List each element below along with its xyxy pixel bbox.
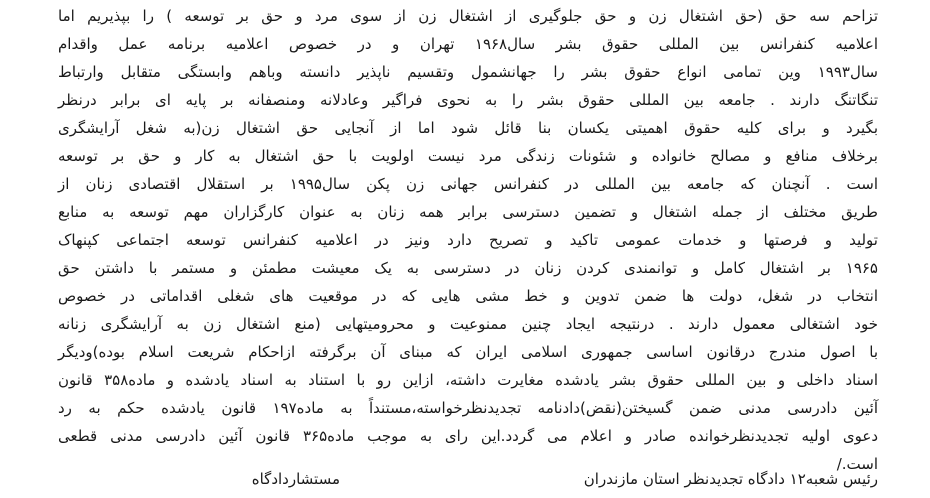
text-line-6: برخلاف منافع و مصالح خانواده و شئونات زندگی مرد نیست اولویت با حق اشتغال به کار و حق بر توسعه: [58, 147, 878, 165]
text-line-3: سال۱۹۹۳ وین تمامی انواع حقوق بشر را جهانشمول وتقسیم ناپذیر دانسته وباهم وابستگی متقابل وارتباط: [58, 63, 878, 81]
text-line-8: طریق مختلف از جمله اشتغال و تضمین دسترسی برابر همه زنان به عنوان کارگزاران مهم توسعه به منابع: [58, 203, 878, 221]
text-line-5: بگیرد و برای کلیه حقوق اهمیتی یکسان بنا قائل شود اما از آنجایی حق اشتغال زن(به شغل آرایشگری: [58, 119, 878, 137]
text-line-10: ۱۹۶۵ بر اشتغال کامل و توانمندی کردن زنان در دسترسی به یک معیشت مطمئن و مستمر با داشتن حق: [58, 259, 878, 277]
text-line-14: اسناد داخلی و بین المللی حقوق بشر یادشده مغایرت داشته، ازاین رو با استناد به اسناد یادشده و ماده۳۵۸ قانون: [58, 371, 878, 389]
signature-head-of-branch: رئیس شعبه۱۲ دادگاه تجدیدنظر استان مازندران: [583, 470, 878, 488]
text-line-17: است./: [836, 455, 878, 473]
text-line-13: با اصول مندرج درقانون اساسی جمهوری اسلامی ایران که مبنای آن برگرفته ازاحکام شریعت اسلام بوده)ودیگر: [58, 343, 878, 361]
text-line-15: آئین دادرسی مدنی ضمن گسیختن(نقض)دادنامه تجدیدنظرخواسته،مستنداً به ماده۱۹۷ قانون یادشده حکم به رد: [58, 399, 878, 417]
text-line-9: تولید و فرصتها و خدمات عمومی تاکید و تصریح دارد ونیز در اعلامیه کنفرانس توسعه اجتماعی کپنهاک: [58, 231, 878, 249]
text-line-7: است . آنچنان که جامعه بین المللی در کنفرانس جهانی زن پکن سال۱۹۹۵ بر استقلال اقتصادی زنان از: [58, 175, 878, 193]
text-line-2: اعلامیه کنفرانس بین المللی حقوق بشر سال۱۹۶۸ تهران و در خصوص اعلامیه برنامه عمل واقدام: [58, 35, 879, 53]
text-line-11: انتخاب در شغل، دولت ها ضمن تدوین و خط مشی هایی که در موقعیت های شغلی اقداماتی در خصوص: [58, 287, 878, 305]
signature-court-advisor: مستشاردادگاه: [251, 470, 340, 488]
text-line-4: تنگاتنگ دارند . جامعه بین المللی حقوق بشر را به نحوی فراگیر وعادلانه ومنصفانه بر پایه ای برابر درنظر: [58, 91, 878, 109]
text-line-16: دعوی اولیه تجدیدنظرخوانده صادر و اعلام می گردد.این رای به موجب ماده۳۶۵ قانون آئین دادرسی مدنی قطعی: [58, 427, 878, 445]
text-line-12: خود اشتغالی معمول دارند . درنتیجه ایجاد چنین ممنوعیت و محرومیتهایی (منع اشتغال زن به آرایشگری زنانه: [58, 315, 878, 333]
text-line-1: تزاحم سه حق (حق اشتغال زن و حق جلوگیری از اشتغال زن از سوی مرد و حق بر توسعه ) را بپذیریم اما: [58, 7, 878, 25]
